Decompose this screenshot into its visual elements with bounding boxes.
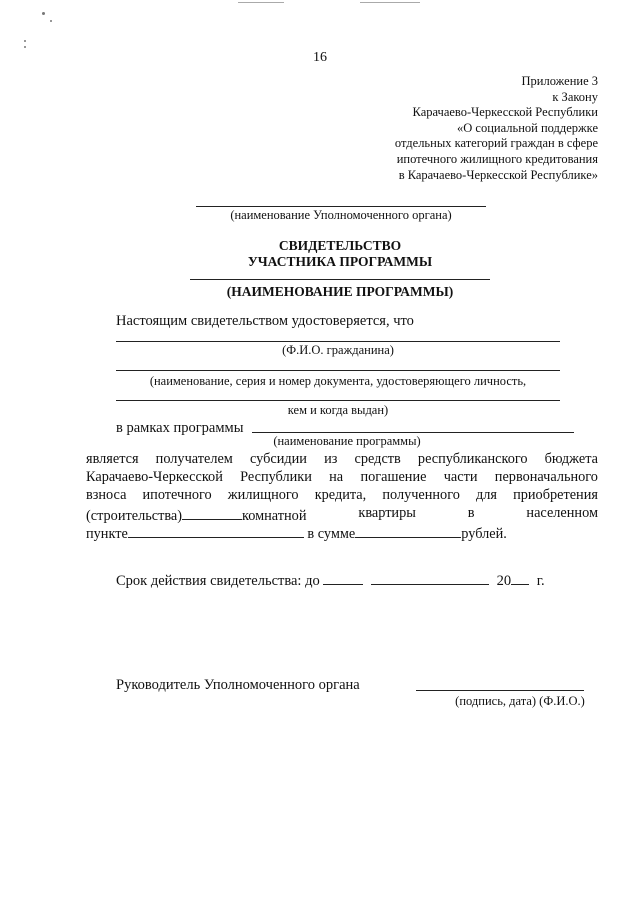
scan-speck (50, 20, 52, 22)
document-line (116, 370, 560, 371)
scan-speck (24, 40, 26, 42)
settlement-blank (128, 523, 304, 538)
scan-speck (42, 12, 45, 15)
validity-row (116, 570, 545, 590)
document-caption: (наименование, серия и номер документа, удостоверяющего личность, (149, 374, 527, 388)
paragraph-line-last: пункте в сумме рублей. (86, 523, 507, 543)
authority-name-line (196, 206, 486, 207)
intro-text: Настоящим свидетельством удостоверяется, что (116, 313, 414, 329)
amount-blank (355, 523, 461, 538)
rooms-blank (182, 505, 242, 520)
within-program-label: в рамках программы (116, 420, 244, 436)
appendix-line: Приложение 3 (521, 74, 598, 88)
scan-mark (238, 2, 284, 3)
appendix-line: отдельных категорий граждан в сфере (394, 136, 598, 151)
head-of-authority-label: Руководитель Уполномоченного органа (116, 677, 360, 693)
year-suffix: г. (536, 573, 545, 589)
year-prefix: 20 (496, 573, 512, 589)
year-blank (511, 570, 529, 585)
appendix-line: в Карачаево-Черкесской Республике» (398, 167, 598, 182)
certificate-title: СВИДЕТЕЛЬСТВО (278, 238, 402, 253)
signature-line (416, 690, 584, 691)
paragraph-line: взноса ипотечного жилищного кредита, полученного для приобретения (86, 487, 598, 503)
appendix-line: «О социальной поддержке (457, 120, 598, 135)
authority-caption: (наименование Уполномоченного органа) (230, 208, 452, 222)
program-line (252, 432, 574, 433)
paragraph-line: Карачаево-Черкесской Республики на погашение части первоначального (86, 469, 598, 485)
scan-mark (360, 2, 420, 3)
certificate-subtitle: УЧАСТНИКА ПРОГРАММЫ (247, 254, 433, 269)
signature-caption: (подпись, дата) (Ф.И.О.) (455, 694, 585, 708)
appendix-line: ипотечного жилищного кредитования (396, 151, 598, 166)
fio-line (116, 341, 560, 342)
program-name-caption: (НАИМЕНОВАНИЕ ПРОГРАММЫ) (226, 284, 454, 299)
issued-line (116, 400, 560, 401)
month-blank (371, 570, 489, 585)
scan-speck (24, 46, 26, 48)
program-name-line (190, 279, 490, 280)
paragraph-line: является получателем субсидии из средств республиканского бюджета (86, 451, 598, 467)
appendix-line: к Закону (552, 89, 598, 104)
day-blank (323, 570, 363, 585)
appendix-block (395, 74, 598, 183)
fio-caption: (Ф.И.О. гражданина) (282, 343, 394, 357)
page-number: 16 (313, 50, 327, 65)
appendix-line: Карачаево-Черкесской Республики (412, 105, 598, 120)
program-caption: (наименование программы) (273, 434, 421, 448)
validity-label: Срок действия свидетельства: до (116, 573, 320, 589)
paragraph-line: (строительства) комнатной квартиры в населенном (86, 505, 598, 524)
issued-caption: кем и когда выдан) (287, 403, 389, 417)
